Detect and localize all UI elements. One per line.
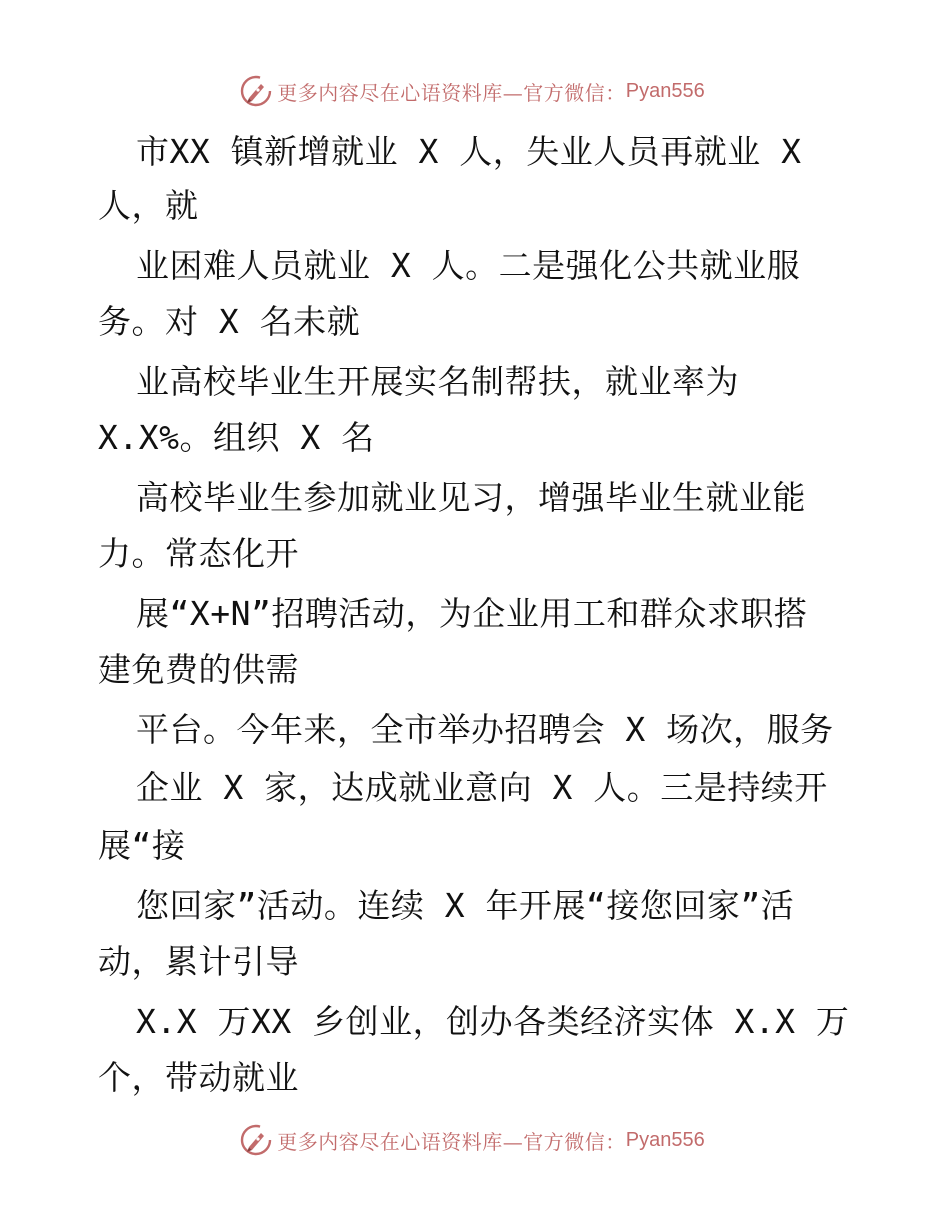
text-line: 力。常态化开: [98, 534, 299, 573]
text-line: 高校毕业生参加就业见习，增强毕业生就业能: [136, 478, 806, 517]
text-line: 平台。今年来，全市举办招聘会 X 场次，服务: [136, 710, 834, 749]
text-line: X.X 万XX 乡创业，创办各类经济实体 X.X 万: [136, 1002, 850, 1041]
text-line: 人，就: [98, 186, 199, 225]
pen-nib-logo-icon: [239, 74, 273, 108]
text-line: 展“接: [98, 826, 186, 865]
text-line: 务。对 X 名未就: [98, 302, 361, 341]
watermark-text: 更多内容尽在心语资料库—官方微信：: [277, 1129, 626, 1154]
watermark-handle: Pyan556: [625, 1128, 705, 1151]
text-line: 业困难人员就业 X 人。二是强化公共就业服: [136, 246, 801, 285]
watermark-handle: Pyan556: [625, 79, 705, 102]
text-line: X.X%。组织 X 名: [98, 418, 375, 457]
header-watermark: [0, 73, 950, 109]
pen-nib-logo-icon: [239, 1123, 273, 1157]
text-line: 展“X+N”招聘活动，为企业用工和群众求职搭: [136, 594, 808, 633]
text-line: 业高校毕业生开展实名制帮扶，就业率为: [136, 362, 739, 401]
text-line: 个，带动就业: [98, 1058, 299, 1097]
text-line: 您回家”活动。连续 X 年开展“接您回家”活: [136, 886, 795, 925]
text-line: 企业 X 家，达成就业意向 X 人。三是持续开: [136, 768, 828, 807]
watermark-text: 更多内容尽在心语资料库—官方微信：: [277, 80, 626, 105]
text-line: 建免费的供需: [98, 650, 299, 689]
text-line: 动，累计引导: [98, 942, 299, 981]
footer-watermark: [0, 1122, 950, 1158]
text-line: 市XX 镇新增就业 X 人，失业人员再就业 X: [136, 132, 802, 171]
